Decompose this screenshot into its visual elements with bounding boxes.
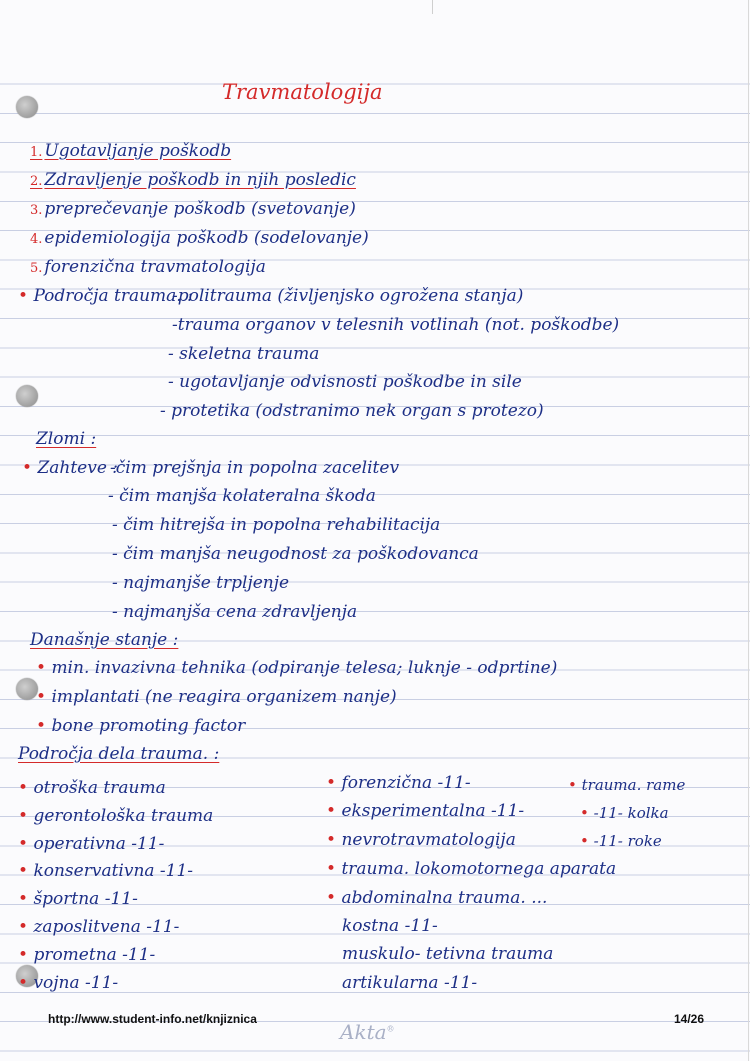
punch-hole-icon <box>16 385 38 407</box>
list-item: - ugotavljanje odvisnosti poškodbe in sile <box>168 372 522 392</box>
page-right-edge <box>748 0 749 1061</box>
list-item: • otroška trauma <box>18 780 166 797</box>
list-item: • operativna -11- <box>18 836 164 853</box>
list-item: • zaposlitvena -11- <box>18 919 179 936</box>
numbered-item: 2. Zdravljenje poškodb in njih posledic <box>30 170 356 190</box>
section-label: • Področja trauma. : <box>18 288 193 305</box>
list-item: - skeletna trauma <box>168 344 320 364</box>
list-item: • implantati (ne reagira organizem nanje) <box>36 689 397 706</box>
list-item: • -11- kolka <box>580 806 669 821</box>
list-item: • bone promoting factor <box>36 718 245 735</box>
list-item: • min. invazivna tehnika (odpiranje telesa; luknje - odprtine) <box>36 660 557 677</box>
numbered-item: 5. forenzična travmatologija <box>30 257 266 277</box>
list-item: - čim manjša kolateralna škoda <box>108 486 376 506</box>
list-item: - čim manjša neugodnost za poškodovanca <box>112 544 479 564</box>
list-item: • eksperimentalna -11- <box>326 803 524 820</box>
list-item: • športna -11- <box>18 891 138 908</box>
page-top-margin <box>0 0 750 58</box>
brand-logo: Akta® <box>340 1020 395 1044</box>
list-item: • konservativna -11- <box>18 863 193 880</box>
list-item: -politrauma (življenjsko ogrožena stanja) <box>172 286 524 306</box>
list-item: artikularna -11- <box>342 973 478 993</box>
list-item: -čim prejšnja in popolna zacelitev <box>110 458 400 478</box>
punch-hole-icon <box>16 96 38 118</box>
list-item: • trauma. rame <box>568 778 685 793</box>
numbered-item: 1. Ugotavljanje poškodb <box>30 141 232 161</box>
punch-hole-icon <box>16 678 38 700</box>
perforation-tick <box>432 0 433 14</box>
list-item: • nevrotravmatologija <box>326 832 516 849</box>
list-item: muskulo- tetivna trauma <box>342 944 554 964</box>
list-item: - čim hitrejša in popolna rehabilitacija <box>112 515 441 535</box>
page-title: Travmatologija <box>222 80 383 104</box>
list-item: -trauma organov v telesnih votlinah (not. poškodbe) <box>172 315 620 335</box>
list-item: • -11- roke <box>580 834 662 849</box>
page-number: 14/26 <box>674 1012 705 1026</box>
list-item: • vojna -11- <box>18 975 118 992</box>
list-item: • trauma. lokomotornega aparata <box>326 861 616 878</box>
list-item: • gerontološka trauma <box>18 808 213 825</box>
list-item: • prometna -11- <box>18 947 155 964</box>
list-item: - najmanjša cena zdravljenja <box>112 602 358 622</box>
numbered-item: 4. epidemiologija poškodb (sodelovanje) <box>30 228 369 248</box>
list-item: kostna -11- <box>342 916 438 936</box>
list-item: • forenzična -11- <box>326 775 471 792</box>
list-item: - najmanjše trpljenje <box>112 573 290 593</box>
section-heading: Zlomi : <box>36 429 97 449</box>
numbered-item: 3. preprečevanje poškodb (svetovanje) <box>30 199 356 219</box>
footer-url: http://www.student-info.net/knjiznica <box>48 1012 257 1026</box>
list-item: • abdominalna trauma. ... <box>326 890 547 907</box>
section-heading: Današnje stanje : <box>30 630 179 650</box>
section-heading: Področja dela trauma. : <box>18 744 220 764</box>
section-label: • Zahteve : <box>22 460 118 477</box>
list-item: - protetika (odstranimo nek organ s protezo) <box>160 401 544 421</box>
